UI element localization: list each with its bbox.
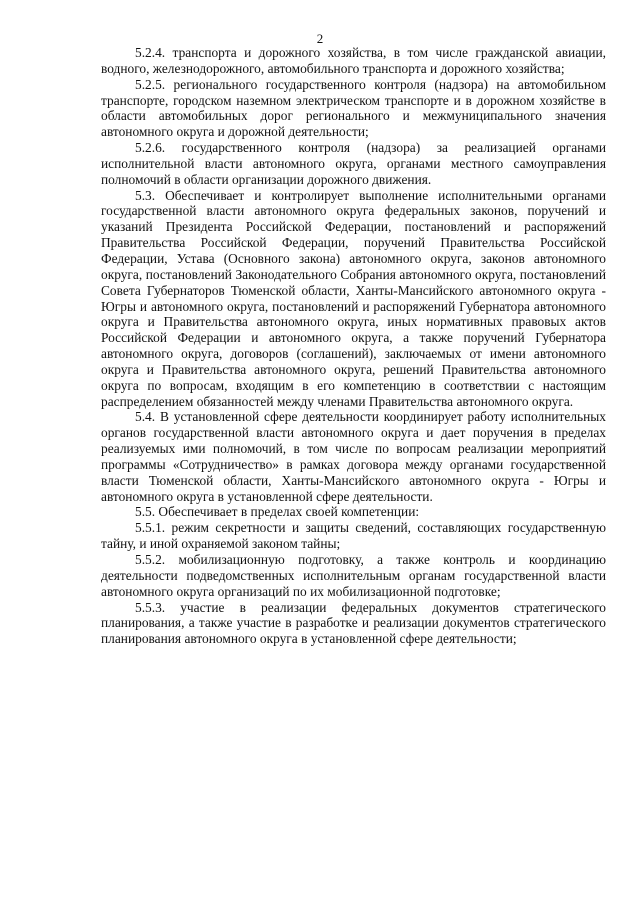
paragraph-5-5-2: 5.5.2. мобилизационную подготовку, а также контроль и координацию деятельности подведомственных исполнительным органам государственной власти автономного округа организаций по их мобилизационной подготовке; bbox=[101, 552, 606, 599]
paragraph-5-2-4: 5.2.4. транспорта и дорожного хозяйства, в том числе гражданской авиации, водного, железнодорожного, автомобильного транспорта и дорожного хозяйства; bbox=[101, 45, 606, 76]
paragraph-5-5: 5.5. Обеспечивает в пределах своей компетенции: bbox=[135, 504, 420, 520]
document-body bbox=[101, 45, 606, 647]
paragraph-5-4: 5.4. В установленной сфере деятельности координирует работу исполнительных органов государственной власти автономного округа и дает поручения в пределах реализуемых ими полномочий, в том числе по вопросам реализации мероприятий программы «Сотрудничество» в рамках договора между органами государственной власти Тюменской области, Ханты-Мансийского автономного округа - Югры и автономного округа в установленной сфере деятельности. bbox=[101, 409, 606, 504]
paragraph-5-2-5: 5.2.5. регионального государственного контроля (надзора) на автомобильном транспорте, городском наземном электрическом транспорте и в дорожном хозяйстве в области автомобильных дорог регионального и межмуниципального значения автономного округа и дорожной деятельности; bbox=[101, 76, 606, 140]
paragraph-5-2-6: 5.2.6. государственного контроля (надзора) за реализацией органами исполнительной власти автономного округа, органами местного самоуправления полномочий в области организации дорожного движения. bbox=[101, 140, 606, 187]
page-number: 2 bbox=[316, 31, 324, 46]
paragraph-5-3: 5.3. Обеспечивает и контролирует выполнение исполнительными органами государственной власти автономного округа федеральных законов, поручений и указаний Президента Российской Федерации, постановлений и распоряжений Правительства Российской Федерации, поручений Правительства Российской Федерации, Устава (Основного закона) автономного округа, законов автономного округа, постановлений Законодательного Собрания автономного округа, постановлений Совета Губернаторов Тюменской области, Ханты-Мансийского автономного округа - Югры и автономного округа, постановлений и распоряжений Губернатора автономного округа и Правительства автономного округа, иных нормативных правовых актов Российской Федерации и автономного округа, а также поручений Губернатора автономного округа, договоров (соглашений), заключаемых от имени автономного округа и Правительства автономного округа, решений Правительства автономного округа по вопросам, входящим в его компетенцию в соответствии с настоящим распределением обязанностей между членами Правительства автономного округа. bbox=[101, 187, 606, 409]
paragraph-5-5-3: 5.5.3. участие в реализации федеральных документов стратегического планирования, а также участие в разработке и реализации документов стратегического планирования автономного округа в установленной сфере деятельности; bbox=[101, 599, 606, 647]
paragraph-5-5-1: 5.5.1. режим секретности и защиты сведений, составляющих государственную тайну, и иной охраняемой законом тайны; bbox=[101, 520, 606, 552]
